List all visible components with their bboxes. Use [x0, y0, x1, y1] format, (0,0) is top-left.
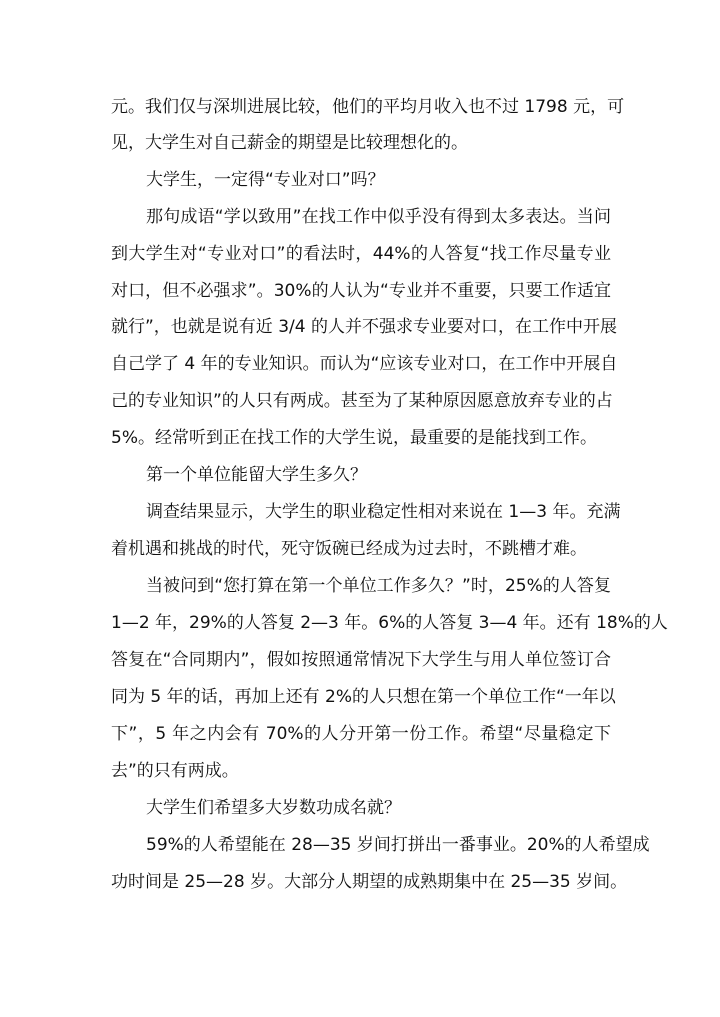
text-line: 功时间是 25—28 岁。大部分人期望的成熟期集中在 25—35 岁间。 [111, 872, 628, 892]
text-line: 调查结果显示，大学生的职业稳定性相对来说在 1—3 年。充满 [146, 502, 621, 522]
text-line: 那句成语“学以致用”在找工作中似乎没有得到太多表达。当问 [146, 207, 611, 227]
text-line: 自己学了 4 年的专业知识。而认为“应该专业对口，在工作中开展自 [111, 354, 618, 374]
section-heading: 大学生，一定得“专业对口”吗？ [146, 170, 385, 190]
text-line: 答复在“合同期内”，假如按照通常情况下大学生与用人单位签订合 [111, 650, 611, 670]
text-line: 见，大学生对自己薪金的期望是比较理想化的。 [111, 133, 468, 153]
text-line: 同为 5 年的话，再加上还有 2%的人只想在第一个单位工作“一年以 [111, 687, 616, 707]
section-heading: 大学生们希望多大岁数功成名就？ [146, 798, 401, 818]
text-line: 己的专业知识”的人只有两成。甚至为了某种原因愿意放弃专业的占 [111, 391, 613, 411]
section-heading: 第一个单位能留大学生多久？ [146, 465, 367, 485]
text-line: 当被问到“您打算在第一个单位工作多久？”时，25%的人答复 [146, 576, 611, 596]
text-line: 就行”，也就是说有近 3/4 的人并不强求专业要对口，在工作中开展 [111, 317, 617, 337]
text-line: 1—2 年，29%的人答复 2—3 年。6%的人答复 3—4 年。还有 18%的人 [111, 613, 668, 633]
text-line: 到大学生对“专业对口”的看法时，44%的人答复“找工作尽量专业 [111, 244, 611, 264]
text-line: 着机遇和挑战的时代，死守饭碗已经成为过去时，不跳槽才难。 [111, 539, 587, 559]
text-line: 下”，5 年之内会有 70%的人分开第一份工作。希望“尽量稳定下 [111, 724, 611, 744]
text-line: 去”的只有两成。 [111, 761, 239, 781]
text-line: 59%的人希望能在 28—35 岁间打拼出一番事业。20%的人希望成 [146, 835, 650, 855]
text-line: 对口，但不必强求”。30%的人认为“专业并不重要，只要工作适宜 [111, 281, 611, 301]
text-line: 5%。经常听到正在找工作的大学生说，最重要的是能找到工作。 [111, 428, 597, 448]
text-line: 元。我们仅与深圳进展比较，他们的平均月收入也不过 1798 元，可 [111, 97, 625, 117]
